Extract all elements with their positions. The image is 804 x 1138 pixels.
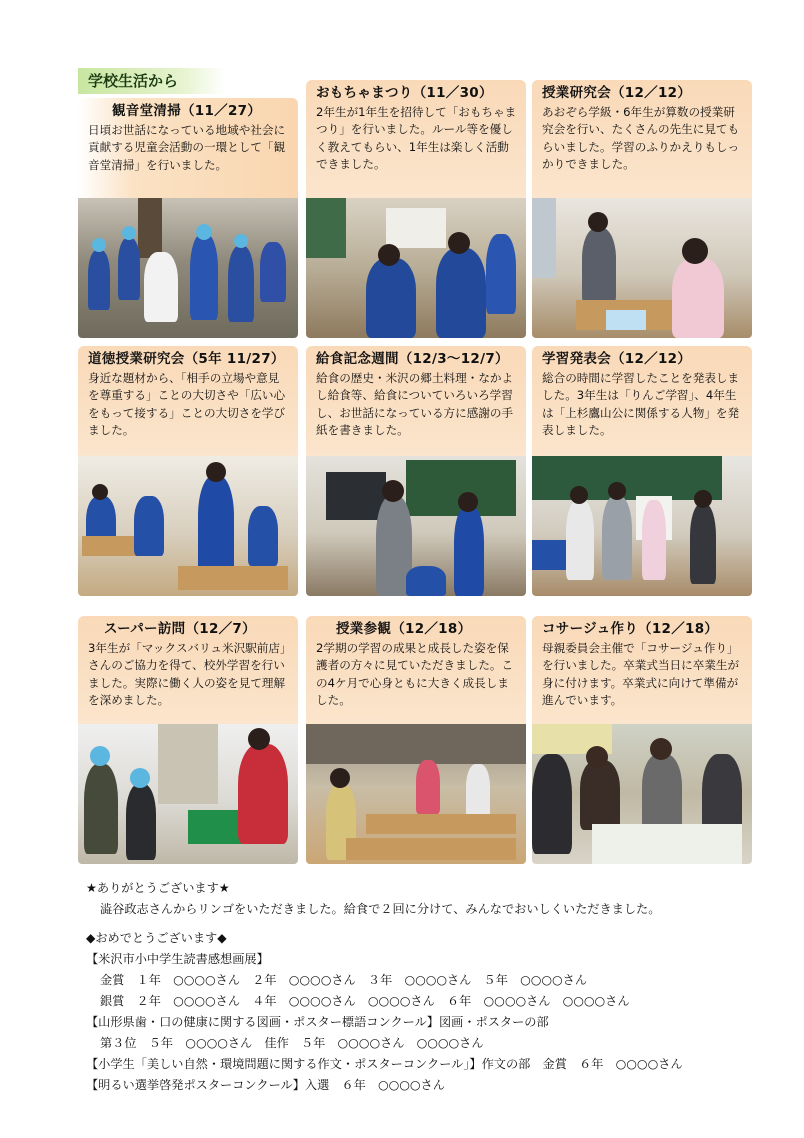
activity-card-presentation [532,346,752,596]
activity-card-moral-education [78,346,298,596]
card-title: 給食記念週間（12/3～12/7） [316,351,509,367]
thanks-heading: ★ありがとうございます★ [86,881,230,895]
photo-corsage-making [532,724,752,864]
activity-card-lesson-study [532,80,752,338]
card-title: 授業参観（12／18） [336,621,472,637]
award-line: 銀賞 ２年 ○○○○さん ４年 ○○○○さん ○○○○さん ６年 ○○○○さん ○○○○さん [100,994,630,1008]
card-text-area [306,616,526,724]
photo-lesson-study [532,198,752,338]
card-text-area [78,346,298,456]
card-title: 授業研究会（12／12） [542,85,692,101]
photo-cleaning [78,198,298,338]
award-line: 金賞 １年 ○○○○さん ２年 ○○○○さん ３年 ○○○○さん ５年 ○○○○さん [100,973,588,987]
card-body: 日頃お世話になっている地域や社会に貢献する児童会活動の一環として「観音堂清掃」を行いました。 [88,123,286,172]
thanks-section [86,878,766,920]
award-line: 第３位 ５年 ○○○○さん 佳作 ５年 ○○○○さん ○○○○さん [100,1036,484,1050]
card-title: 観音堂清掃（11／27） [112,103,262,119]
congrats-heading: ◆おめでとうございます◆ [86,931,227,945]
photo-supermarket-visit [78,724,298,864]
card-body: 2年生が1年生を招待して「おもちゃまつり」を行いました。ルール等を優しく教えてもらい、1年生は楽しく活動できました。 [316,105,517,172]
photo-open-class [306,724,526,864]
award-category: 【山形県歯・口の健康に関する図画・ポスター標語コンクール】図画・ポスターの部 [86,1015,549,1029]
card-body: あおぞら学級・6年生が算数の授業研究会を行い、たくさんの先生に見てもらいました。学習のふりかえりもしっかりできました。 [542,105,740,172]
card-text-area [532,616,752,724]
activity-card-supermarket-visit [78,616,298,864]
card-body: 給食の歴史・米沢の郷土料理・なかよし給食等、給食についていろいろ学習し、お世話になっている方に感謝の手紙を書きました。 [316,371,514,438]
card-text-area [306,80,526,198]
card-text-area [306,346,526,456]
photo-moral-education [78,456,298,596]
card-text-area [532,346,752,456]
photo-toy-festival [306,198,526,338]
award-category: 【明るい選挙啓発ポスターコンクール】入選 ６年 ○○○○さん [86,1078,445,1092]
card-body: 身近な題材から、「相手の立場や意見を尊重する」ことの大切さや「広い心をもって接する」ことの大切さを学びました。 [88,371,286,438]
congrats-section [86,928,766,1096]
thanks-text: 澁谷政志さんからリンゴをいただきました。給食で２回に分けて、みんなでおいしくいただきました。 [100,902,661,916]
card-title: おもちゃまつり（11／30） [316,85,493,101]
award-category: 【小学生「美しい自然・環境問題に関する作文・ポスターコンクール」】作文の部 金賞 ６年 ○○○○さん [86,1057,683,1071]
activity-card-toy-festival [306,80,526,338]
award-category: 【米沢市小中学生読書感想画展】 [86,952,269,966]
card-title: スーパー訪問（12／7） [104,621,256,637]
card-text-area [532,80,752,198]
section-title: 学校生活から [78,68,226,94]
card-title: 道徳授業研究会（5年 11/27） [88,351,285,367]
card-title: 学習発表会（12／12） [542,351,692,367]
activity-card-kannondo [78,98,298,338]
photo-school-lunch-week [306,456,526,596]
card-body: 2学期の学習の成果と成長した姿を保護者の方々に見ていただきました。この4ケ月で心身ともに大きく成長しました。 [316,641,514,708]
activity-card-corsage-making [532,616,752,864]
card-body: 総合の時間に学習したことを発表しました。3年生は「りんご学習」、4年生は「上杉鷹山公に関係する人物」を発表しました。 [542,371,740,438]
card-body: 3年生が「マックスバリュ米沢駅前店」さんのご協力を得て、校外学習を行いました。実際に働く人の姿を見て理解を深めました。 [88,641,286,708]
activity-card-open-class [306,616,526,864]
activity-card-school-lunch-week [306,346,526,596]
card-text-area [78,616,298,724]
card-body: 母親委員会主催で「コサージュ作り」を行いました。卒業式当日に卒業生が身に付けます。卒業式に向けて準備が進んでいます。 [542,641,740,708]
card-text-area [78,98,298,198]
card-title: コサージュ作り（12／18） [542,621,719,637]
photo-presentation [532,456,752,596]
